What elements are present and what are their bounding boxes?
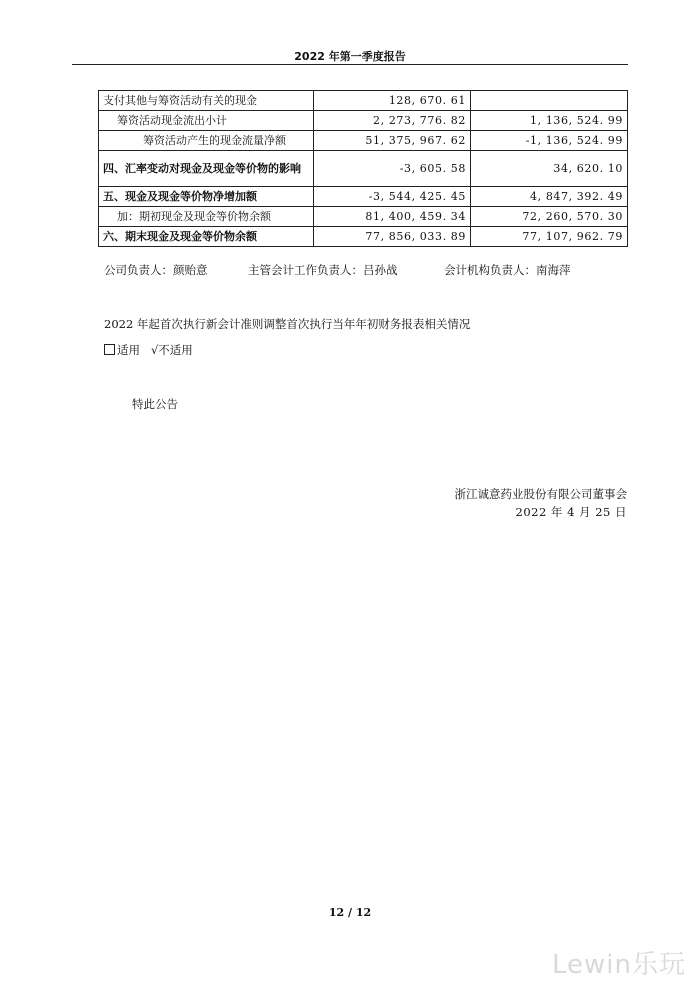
previous-period-value: 34, 620. 10 (471, 151, 628, 187)
cash-flow-table (98, 90, 628, 247)
current-period-value: 2, 273, 776. 82 (314, 111, 471, 131)
current-period-value: -3, 544, 425. 45 (314, 187, 471, 207)
previous-period-value: 4, 847, 392. 49 (471, 187, 628, 207)
accounting-head-signature: 主管会计工作负责人：吕孙战 (248, 263, 398, 277)
current-period-value: 51, 375, 967. 62 (314, 131, 471, 151)
header-rule (72, 64, 628, 65)
closing-statement: 特此公告 (132, 397, 178, 411)
announcement-date: 2022 年 4 月 25 日 (515, 505, 627, 519)
company-head-signature: 公司负责人：颜贻意 (104, 263, 208, 277)
page-number: 12 / 12 (328, 906, 372, 919)
applicability-options (104, 342, 193, 358)
previous-period-value: 77, 107, 962. 79 (471, 227, 628, 247)
previous-period-value (471, 91, 628, 111)
current-period-value: 128, 670. 61 (314, 91, 471, 111)
row-label: 筹资活动产生的现金流量净额 (99, 131, 314, 151)
policy-note-text: 2022 年起首次执行新会计准则调整首次执行当年年初财务报表相关情况 (104, 317, 471, 331)
previous-period-value: -1, 136, 524. 99 (471, 131, 628, 151)
table-row (99, 131, 628, 151)
current-period-value: 77, 856, 033. 89 (314, 227, 471, 247)
row-label: 筹资活动现金流出小计 (99, 111, 314, 131)
row-label: 五、现金及现金等价物净增加额 (99, 187, 314, 207)
table-row (99, 91, 628, 111)
checkbox-icon (104, 344, 115, 355)
report-header-title: 2022 年第一季度报告 (294, 50, 406, 63)
table-row (99, 111, 628, 131)
row-label: 加：期初现金及现金等价物余额 (99, 207, 314, 227)
previous-period-value: 72, 260, 570. 30 (471, 207, 628, 227)
company-board-name: 浙江诚意药业股份有限公司董事会 (454, 487, 627, 501)
table-row (99, 227, 628, 247)
row-label: 支付其他与筹资活动有关的现金 (99, 91, 314, 111)
option-not-applicable-label: √不适用 (150, 343, 193, 357)
table-row (99, 151, 628, 187)
table-row (99, 187, 628, 207)
table-row (99, 207, 628, 227)
watermark: Lewin乐玩 (552, 950, 686, 980)
accounting-org-head-signature: 会计机构负责人：南海萍 (444, 263, 571, 277)
current-period-value: -3, 605. 58 (314, 151, 471, 187)
previous-period-value: 1, 136, 524. 99 (471, 111, 628, 131)
row-label: 四、汇率变动对现金及现金等价物的影响 (99, 151, 314, 187)
row-label: 六、期末现金及现金等价物余额 (99, 227, 314, 247)
current-period-value: 81, 400, 459. 34 (314, 207, 471, 227)
option-applicable-label: 适用 (117, 343, 140, 357)
